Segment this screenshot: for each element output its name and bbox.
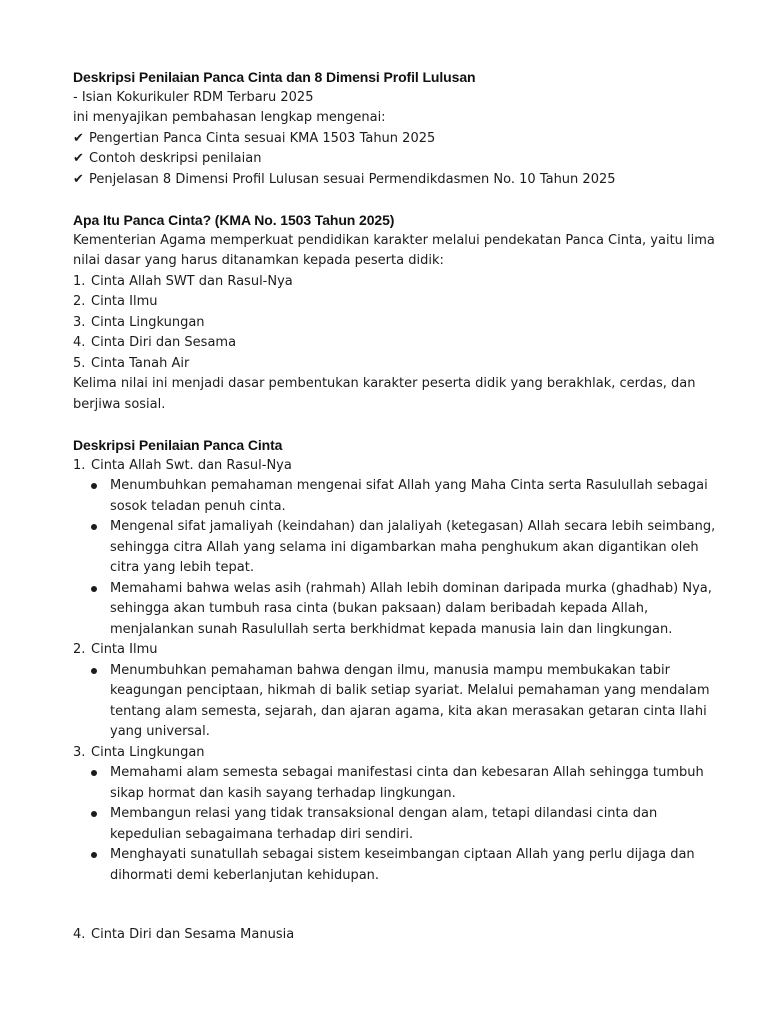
numbered-item [73,355,189,373]
paragraph-line: berjiwa sosial. [73,396,166,412]
list-number: 4. [73,927,86,942]
check-icon: ✔ [73,130,84,146]
bullet-line: Menumbuhkan pemahaman mengenai sifat Allah yang Maha Cinta serta Rasulullah sebagai [110,478,708,493]
checklist-text: Contoh deskripsi penilaian [89,151,262,166]
numbered-item [73,926,294,944]
bullet-dot [91,668,97,674]
numbered-item [73,457,292,475]
list-number: 3. [73,744,86,760]
list-number: 4. [73,335,86,350]
bullet-line: Memahami alam semesta sebagai manifestasi cinta dan kebesaran Allah sehingga tumbuh [110,765,704,780]
list-number: 1. [73,457,86,473]
list-number: 1. [73,273,86,289]
numbered-item [73,293,157,311]
list-text: Cinta Diri dan Sesama [91,335,237,350]
numbered-item [73,334,236,352]
list-number: 5. [73,355,86,371]
bullet-line: sikap hormat dan kasih sayang terhadap lingkungan. [110,785,456,801]
bullet-line: kepedulian sebagaimana terhadap diri sendiri. [110,826,414,842]
bullet-line: sehingga citra Allah yang selama ini digambarkan maha penghukum akan digantikan oleh [110,539,699,555]
list-text: Cinta Lingkungan [91,314,205,330]
section-heading: Deskripsi Penilaian Panca Cinta [73,437,283,453]
list-number: 2. [73,642,86,657]
bullet-line: Memahami bahwa welas asih (rahmah) Allah lebih dominan daripada murka (ghadhab) Nya, [110,580,712,596]
bullet-line: keagungan penciptaan, hikmah di balik setiap syariat. Melalui pemahaman yang mendalam [110,683,710,698]
bullet-line: citra yang lebih tepat. [110,560,254,575]
bullet-line: Mengenal sifat jamaliyah (keindahan) dan jalaliyah (ketegasan) Allah secara lebih seimbang, [110,519,716,534]
subtitle: - Isian Kokurikuler RDM Terbaru 2025 [73,89,314,105]
numbered-item [73,314,205,332]
bullet-dot [91,586,97,592]
checklist-item [73,130,435,148]
bullet-line: Membangun relasi yang tidak transaksional dengan alam, tetapi dilandasi cinta dan [110,806,658,821]
checklist-item [73,150,261,168]
list-text: Cinta Ilmu [91,642,158,657]
section-heading: Apa Itu Panca Cinta? (KMA No. 1503 Tahun 2025) [73,212,395,228]
checklist-text: Penjelasan 8 Dimensi Profil Lulusan sesuai Permendikdasmen No. 10 Tahun 2025 [89,171,616,187]
paragraph-line: Kelima nilai ini menjadi dasar pembentukan karakter peserta didik yang berakhlak, cerdas, dan [73,376,696,391]
paragraph-line: nilai dasar yang harus ditanamkan kepada peserta didik: [73,253,444,268]
bullet-dot [91,770,97,776]
list-text: Cinta Tanah Air [91,355,190,371]
bullet-line: sosok teladan penuh cinta. [110,498,286,514]
list-text: Cinta Diri dan Sesama Manusia [91,927,295,942]
paragraph-line: Kementerian Agama memperkuat pendidikan karakter melalui pendekatan Panca Cinta, yaitu lima [73,232,715,248]
bullet-line: Menghayati sunatullah sebagai sistem keseimbangan ciptaan Allah yang perlu dijaga dan [110,847,695,862]
bullet-dot [91,811,97,817]
document-title: Deskripsi Penilaian Panca Cinta dan 8 Dimensi Profil Lulusan [73,69,476,85]
list-text: Cinta Allah SWT dan Rasul-Nya [91,273,293,289]
intro-lead: ini menyajikan pembahasan lengkap mengenai: [73,110,386,125]
bullet-dot [91,524,97,530]
bullet-line: dihormati demi keberlanjutan kehidupan. [110,867,380,883]
checklist-text: Pengertian Panca Cinta sesuai KMA 1503 Tahun 2025 [89,130,436,146]
bullet-line: menjalankan sunah Rasulullah serta berkhidmat kepada manusia lain dan lingkungan. [110,621,673,637]
bullet-line: sehingga akan tumbuh rasa cinta (bukan paksaan) dalam beribadah kepada Allah, [110,601,649,616]
check-icon: ✔ [73,151,84,166]
numbered-item [73,273,293,291]
bullet-dot [91,852,97,858]
check-icon: ✔ [73,171,84,187]
list-number: 3. [73,314,86,330]
list-text: Cinta Allah Swt. dan Rasul-Nya [91,457,292,473]
bullet-line: Menumbuhkan pemahaman bahwa dengan ilmu, manusia mampu membukakan tabir [110,662,670,678]
bullet-dot [91,483,97,489]
list-text: Cinta Lingkungan [91,744,205,760]
bullet-line: tentang alam semesta, sejarah, dan ajaran agama, kita akan merasakan getaran cinta Ilahi [110,703,707,719]
list-text: Cinta Ilmu [91,294,158,309]
list-number: 2. [73,294,86,309]
bullet-line: yang universal. [110,724,210,739]
numbered-item [73,744,205,762]
numbered-item [73,641,157,659]
checklist-item [73,171,616,189]
